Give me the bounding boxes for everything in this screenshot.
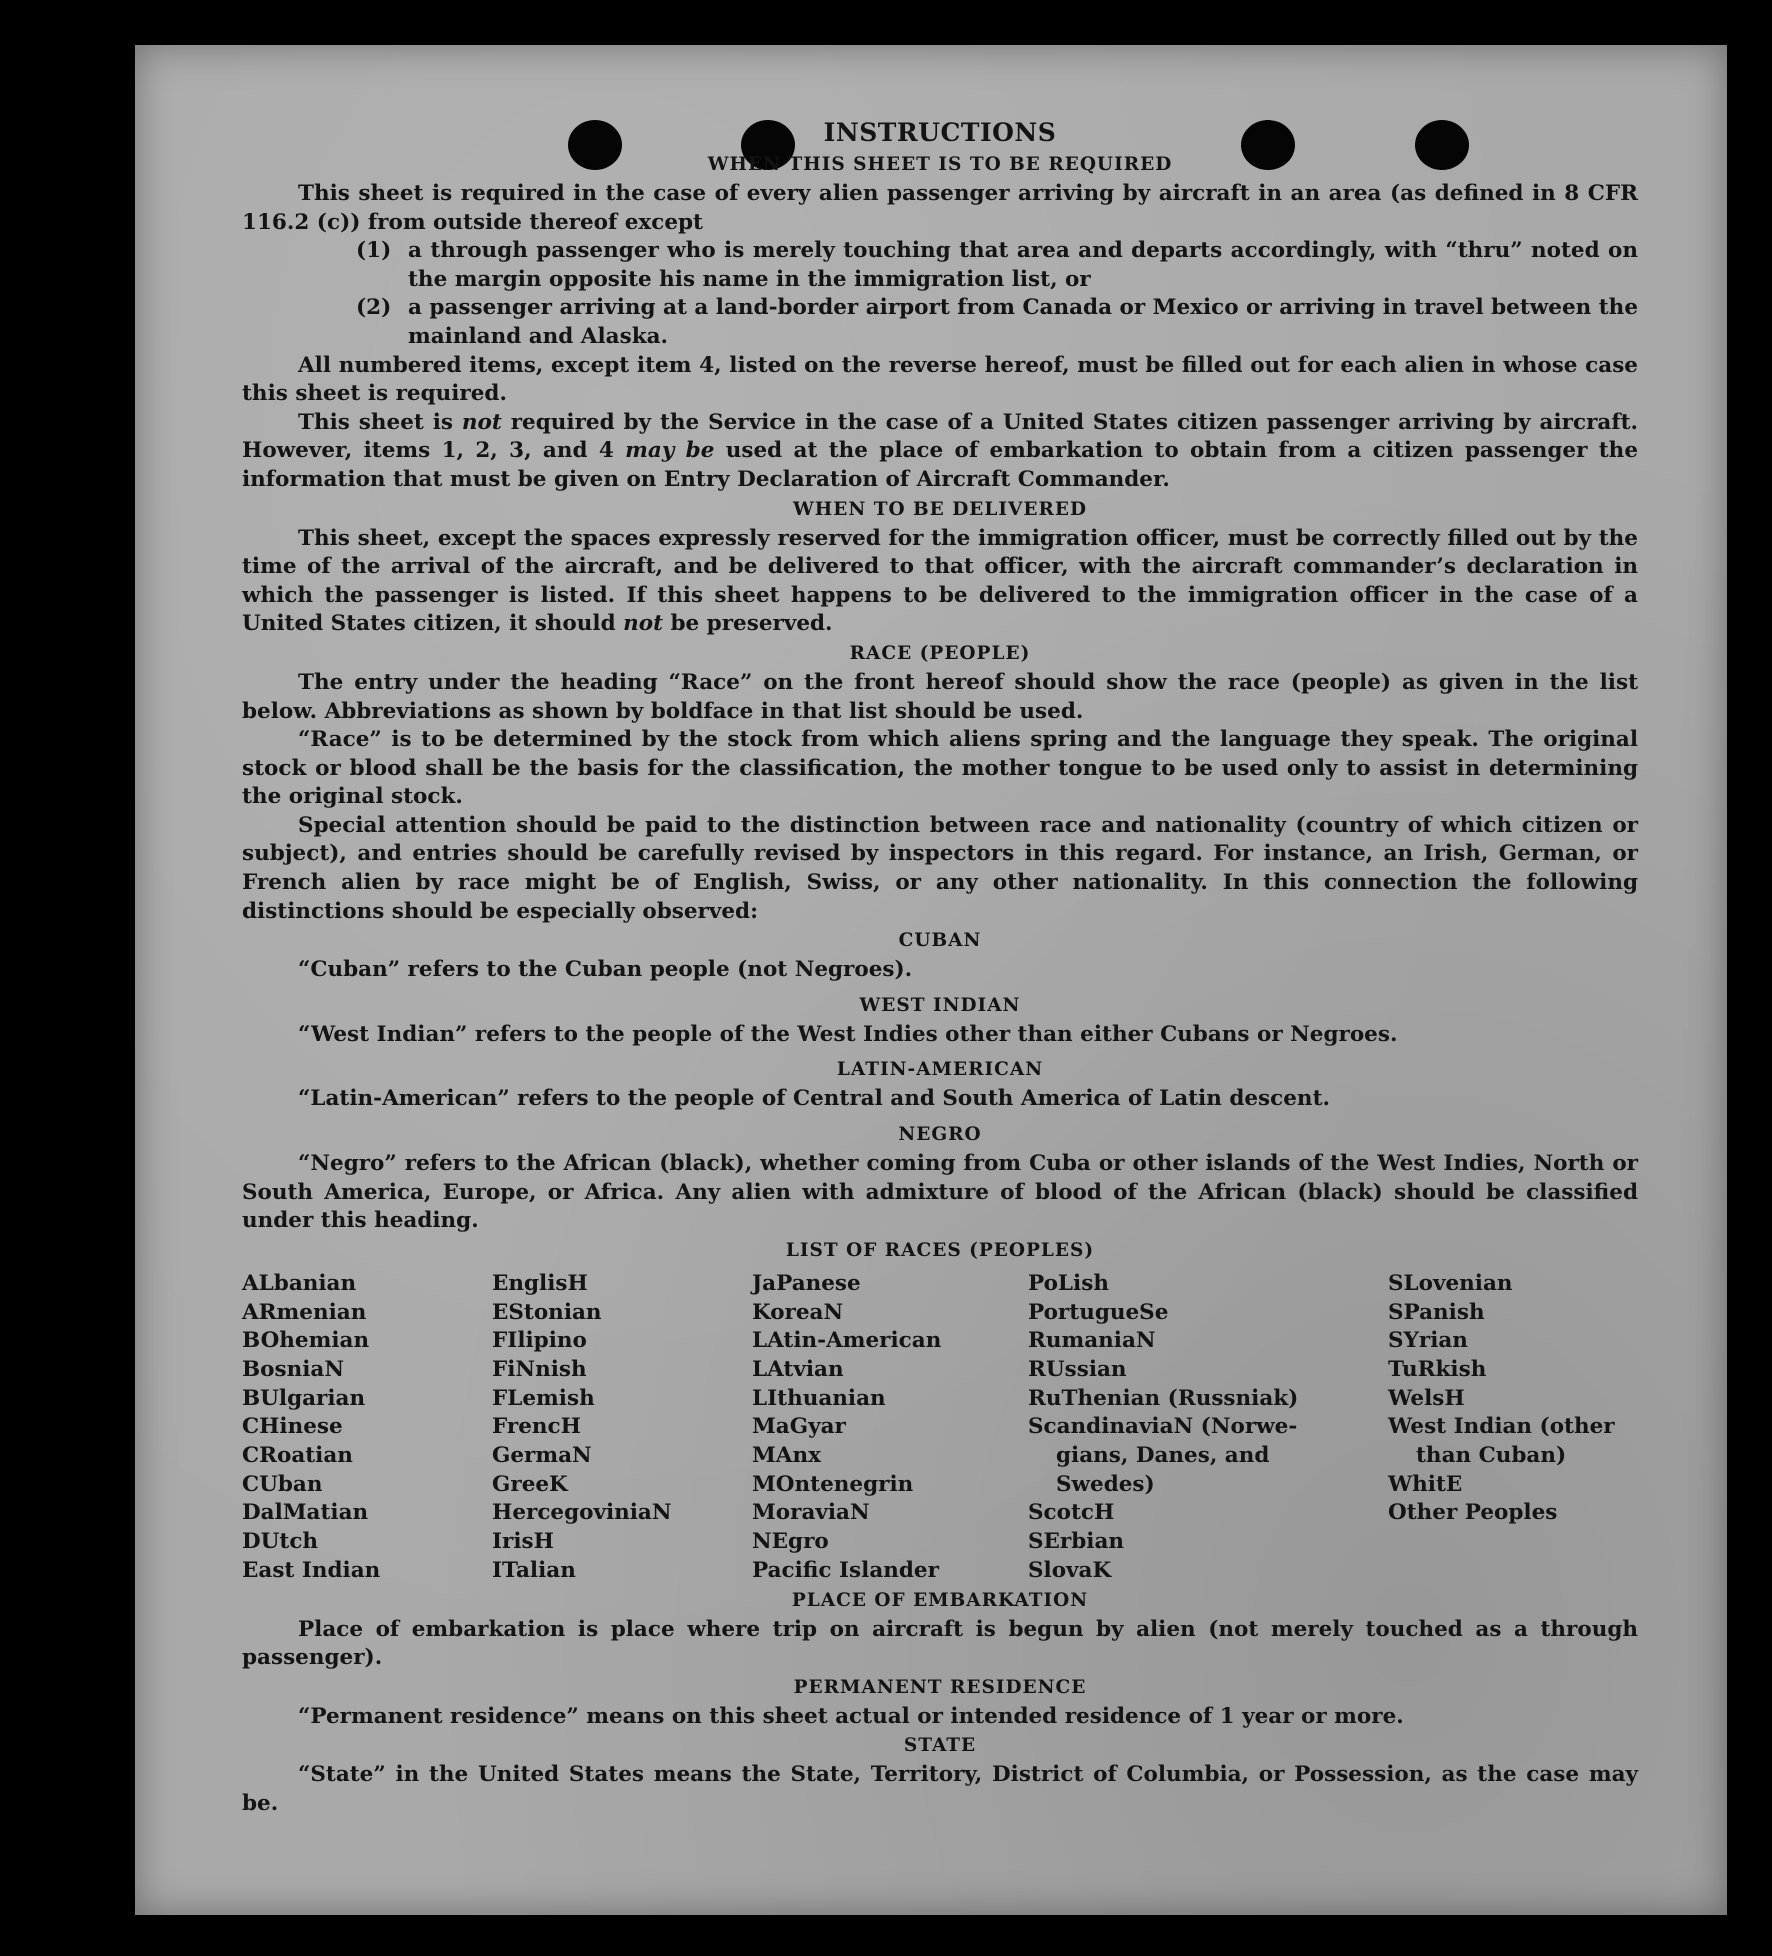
race-entry: CUban <box>242 1471 323 1497</box>
paragraph-required-intro: This sheet is required in the case of every alien passenger arriving by aircraft in an area (as defined in 8 CFR 116.2 (c)) from outside thereof except <box>242 181 1638 235</box>
race-column-1 <box>242 1270 492 1586</box>
race-entry: WhitE <box>1388 1471 1463 1497</box>
race-entry: ScandinaviaN (Norwe- <box>1028 1414 1298 1440</box>
race-entry: East Indian <box>242 1557 381 1583</box>
race-entry: RuThenian (Russniak) <box>1028 1385 1299 1411</box>
race-entry: MaGyar <box>752 1414 846 1440</box>
race-entry: GreeK <box>492 1471 568 1497</box>
paragraph-embarkation: Place of embarkation is place where trip on aircraft is begun by alien (not merely touched as a through passenger). <box>242 1616 1638 1671</box>
race-entry: FrencH <box>492 1414 581 1440</box>
race-entry: BosniaN <box>242 1356 344 1382</box>
heading-place-of-embarkation: PLACE OF EMBARKATION <box>791 1589 1089 1611</box>
exception-text: a through passenger who is merely touching that area and departs accordingly, with “thru” noted on the margin opposite his name in the immigration list, or <box>408 238 1638 292</box>
race-entry: SYrian <box>1388 1328 1468 1354</box>
race-entry: FIlipino <box>492 1328 587 1354</box>
race-entry: DalMatian <box>242 1500 369 1526</box>
race-entry-continued: than Cuban) <box>1416 1443 1567 1469</box>
race-entry: Other Peoples <box>1388 1500 1558 1526</box>
exception-text: a passenger arriving at a land-border airport from Canada or Mexico or arriving in travel between the mainland and Alaska. <box>408 295 1638 349</box>
heading-state: STATE <box>903 1735 977 1757</box>
race-entry-continued: Swedes) <box>1056 1471 1155 1497</box>
race-column-3 <box>752 1270 1028 1586</box>
race-list <box>242 1270 1638 1586</box>
exception-number: (2) <box>356 295 392 321</box>
race-entry: LAtin-American <box>752 1328 942 1354</box>
page-title: INSTRUCTIONS <box>823 118 1057 147</box>
race-entry: DUtch <box>242 1529 319 1555</box>
race-column-5 <box>1388 1270 1638 1586</box>
paragraph-negro: “Negro” refers to the African (black), whether coming from Cuba or other islands of the West Indies, North or South America, Europe, or Africa. Any alien with admixture of blood of the African (black) should be classified under this heading. <box>242 1151 1638 1234</box>
paragraph-delivered: This sheet, except the spaces expressly reserved for the immigration officer, must be correctly filled out by the time of the arrival of the aircraft, and be delivered to that officer, with the aircraft commander’s declaration in which the passenger is listed. If this sheet happens to be delivered to the immigration officer in the case of a United States citizen, it should not be preserved. <box>242 525 1638 637</box>
race-entry: Pacific Islander <box>752 1557 939 1583</box>
race-entry: RumaniaN <box>1028 1328 1156 1354</box>
heading-latin-american: LATIN-AMERICAN <box>836 1059 1044 1081</box>
race-entry: ALbanian <box>242 1270 357 1296</box>
race-entry: EStonian <box>492 1299 602 1325</box>
race-entry: GermaN <box>492 1443 592 1469</box>
paragraph-latin-american: “Latin-American” refers to the people of Central and South America of Latin descent. <box>298 1086 1330 1112</box>
race-entry: WelsH <box>1388 1385 1465 1411</box>
race-entry: West Indian (other <box>1388 1414 1615 1440</box>
race-entry: PoLish <box>1028 1270 1109 1296</box>
race-entry: MOntenegrin <box>752 1471 914 1497</box>
instructions-content <box>242 116 1638 1819</box>
heading-when-required: WHEN THIS SHEET IS TO BE REQUIRED <box>707 154 1173 175</box>
race-entry: CRoatian <box>242 1443 353 1469</box>
exception-item-1 <box>242 237 1638 294</box>
paragraph-race-3: Special attention should be paid to the distinction between race and nationality (country of which citizen or subject), and entries should be carefully revised by inspectors in this regard. For instance, an Irish, German, or French alien by race might be of English, Swiss, or any other nationality. In this connection the following distinctions should be especially observed: <box>242 812 1638 924</box>
race-entry: NEgro <box>752 1529 829 1555</box>
race-entry: FiNnish <box>492 1356 587 1382</box>
race-entry: PortugueSe <box>1028 1299 1169 1325</box>
race-entry: RUssian <box>1028 1356 1127 1382</box>
race-entry: JaPanese <box>752 1270 861 1296</box>
race-entry: KoreaN <box>752 1299 844 1325</box>
race-entry: IrisH <box>492 1529 554 1555</box>
race-entry: SlovaK <box>1028 1557 1112 1583</box>
heading-west-indian: WEST INDIAN <box>859 994 1021 1016</box>
race-entry-continued: gians, Danes, and <box>1056 1443 1270 1469</box>
race-entry: LAtvian <box>752 1356 844 1382</box>
race-entry: CHinese <box>242 1414 343 1440</box>
race-column-4 <box>1028 1270 1388 1586</box>
paragraph-state: “State” in the United States means the State, Territory, District of Columbia, or Possession, as the case may be. <box>242 1762 1638 1816</box>
race-entry: HercegoviniaN <box>492 1500 672 1526</box>
race-entry: EnglisH <box>492 1270 588 1296</box>
race-entry: MoraviaN <box>752 1500 870 1526</box>
race-entry: BUlgarian <box>242 1385 366 1411</box>
race-entry: SErbian <box>1028 1529 1125 1555</box>
race-column-2 <box>492 1270 752 1586</box>
paragraph-race-2: “Race” is to be determined by the stock from which aliens spring and the language they speak. The original stock or blood shall be the basis for the classification, the mother tongue to be used only to assist in determining the original stock. <box>242 727 1638 810</box>
heading-list-of-races: LIST OF RACES (PEOPLES) <box>785 1239 1095 1261</box>
heading-negro: NEGRO <box>898 1124 982 1146</box>
paragraph-permanent-residence: “Permanent residence” means on this sheet actual or intended residence of 1 year or more. <box>298 1703 1404 1729</box>
paragraph-race-1: The entry under the heading “Race” on the front hereof should show the race (people) as given in the list below. Abbreviations as shown by boldface in that list should be used. <box>242 669 1638 724</box>
exception-item-2 <box>242 294 1638 351</box>
paragraph-not-required: This sheet is not required by the Service in the case of a United States citizen passenger arriving by aircraft. However, items 1, 2, 3, and 4 may be used at the place of embarkation to obtain from a citizen passenger the information that must be given on Entry Declaration of Aircraft Commander. <box>242 409 1639 492</box>
race-entry: ScotcH <box>1028 1500 1115 1526</box>
paragraph-cuban: “Cuban” refers to the Cuban people (not Negroes). <box>298 957 913 983</box>
heading-when-delivered: WHEN TO BE DELIVERED <box>793 498 1087 520</box>
race-entry: ITalian <box>492 1557 576 1583</box>
race-entry: ARmenian <box>242 1299 367 1325</box>
heading-permanent-residence: PERMANENT RESIDENCE <box>793 1676 1087 1698</box>
paragraph-all-items: All numbered items, except item 4, listed on the reverse hereof, must be filled out for each alien in whose case this sheet is required. <box>242 352 1638 407</box>
heading-race: RACE (PEOPLE) <box>849 642 1031 664</box>
race-entry: LIthuanian <box>752 1385 886 1411</box>
exception-number: (1) <box>356 238 392 264</box>
race-entry: SPanish <box>1388 1299 1485 1325</box>
race-entry: SLovenian <box>1388 1270 1513 1296</box>
race-entry: BOhemian <box>242 1328 370 1354</box>
paragraph-west-indian: “West Indian” refers to the people of the West Indies other than either Cubans or Negroes. <box>298 1021 1398 1047</box>
heading-cuban: CUBAN <box>898 930 982 952</box>
race-entry: MAnx <box>752 1443 821 1469</box>
race-entry: TuRkish <box>1388 1356 1487 1382</box>
race-entry: FLemish <box>492 1385 595 1411</box>
